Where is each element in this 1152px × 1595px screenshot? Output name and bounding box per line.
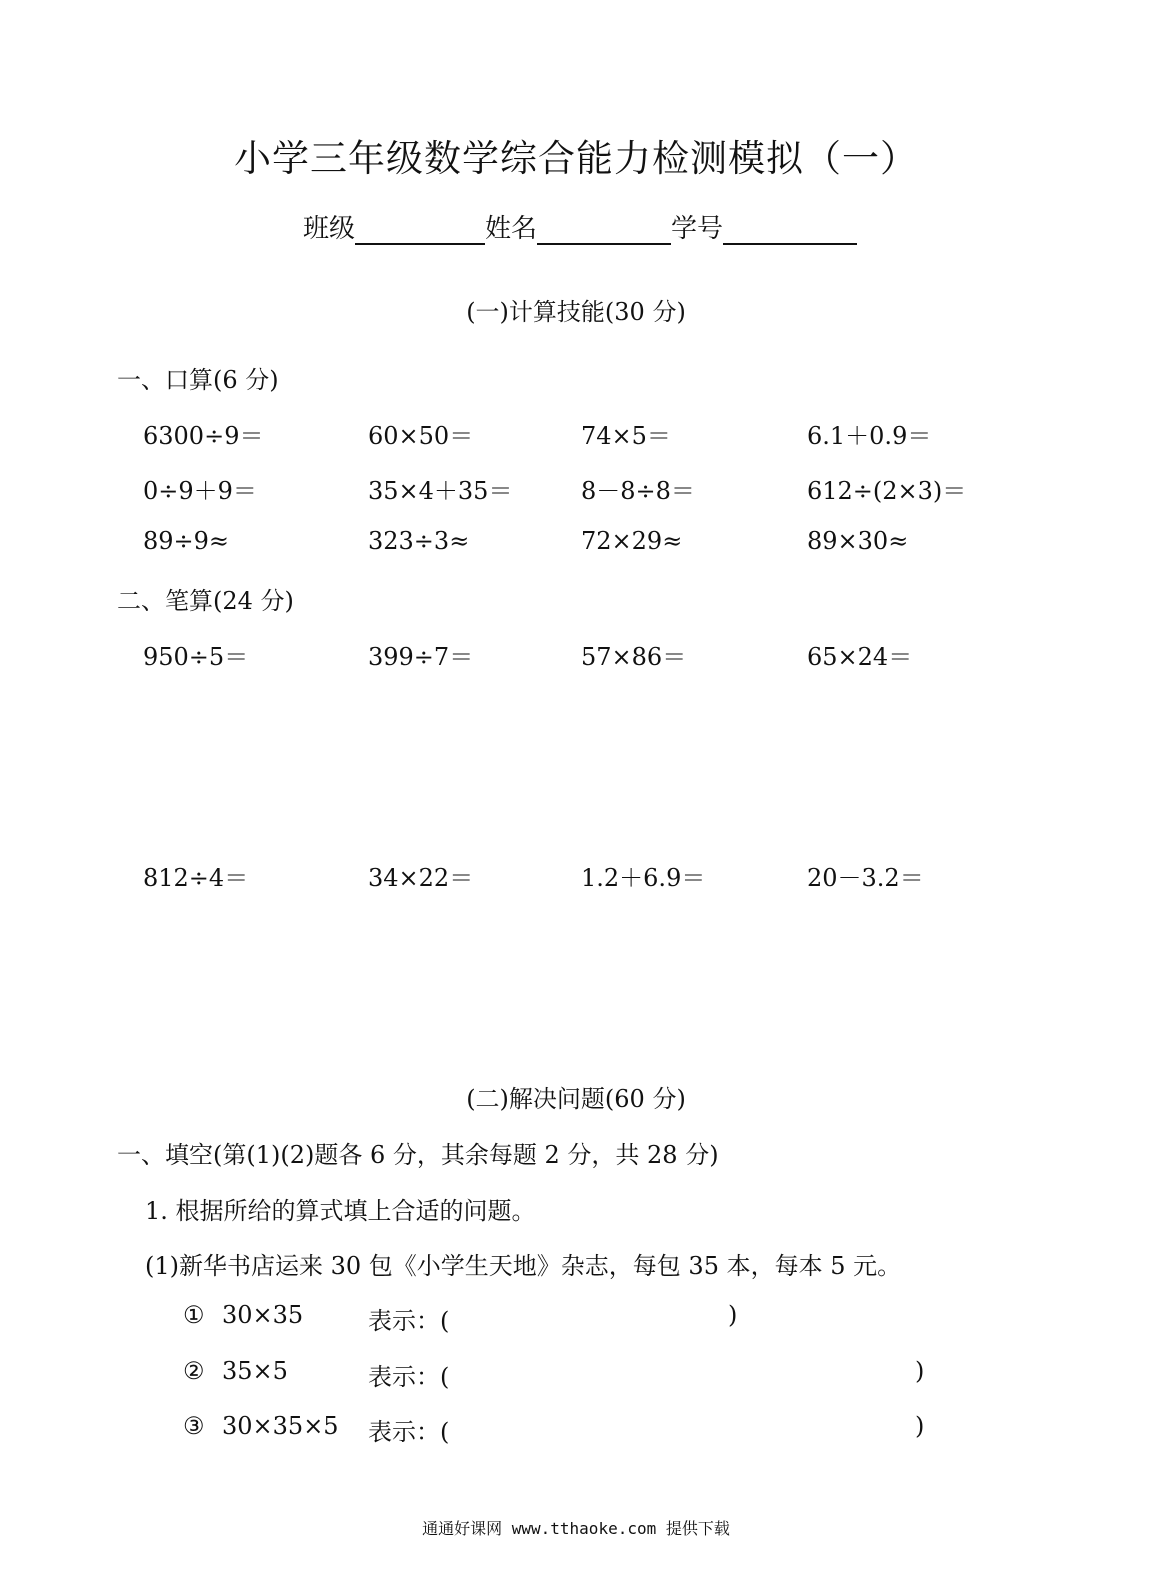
student-info-line: [303, 208, 857, 245]
oral-eq: 6.1＋0.9＝: [807, 422, 932, 450]
written-eq: 1.2＋6.9＝: [581, 864, 706, 892]
oral-eq: 89÷9≈: [143, 527, 230, 555]
oral-eq: 89×30≈: [807, 527, 909, 555]
class-label: 班级: [303, 214, 356, 244]
section-heading-problem-solving: (二)解决问题(60 分): [466, 1085, 686, 1113]
answer-close-paren: ): [915, 1412, 925, 1440]
oral-eq: 72×29≈: [581, 527, 683, 555]
id-blank[interactable]: [723, 215, 857, 245]
answer-close-paren: ): [915, 1357, 925, 1385]
oral-eq: 323÷3≈: [368, 527, 470, 555]
oral-calc-heading: 一、口算(6 分): [117, 366, 279, 394]
item-expression: 30×35: [222, 1301, 304, 1329]
item-number: ②: [183, 1357, 205, 1385]
question-1: 1. 根据所给的算式填上合适的问题。: [145, 1197, 536, 1225]
written-eq: 399÷7＝: [368, 643, 474, 671]
oral-eq: 35×4＋35＝: [368, 477, 513, 505]
name-blank[interactable]: [537, 215, 671, 245]
oral-eq: 6300÷9＝: [143, 422, 264, 450]
written-eq: 57×86＝: [581, 643, 687, 671]
name-label: 姓名: [485, 214, 538, 244]
item-expression: 35×5: [222, 1357, 288, 1385]
page-title: 小学三年级数学综合能力检测模拟（一）: [234, 137, 918, 180]
written-eq: 812÷4＝: [143, 864, 249, 892]
item-label: 表示：(: [368, 1307, 450, 1335]
item-label: 表示：(: [368, 1363, 450, 1391]
section-heading-computation: (一)计算技能(30 分): [466, 298, 686, 326]
footer-download-note: 通通好课网 www.tthaoke.com 提供下载: [422, 1519, 730, 1538]
written-eq: 65×24＝: [807, 643, 913, 671]
written-eq: 34×22＝: [368, 864, 474, 892]
fill-blank-heading: 一、填空(第(1)(2)题各 6 分，其余每题 2 分，共 28 分): [117, 1141, 719, 1169]
id-label: 学号: [671, 214, 724, 244]
written-calc-heading: 二、笔算(24 分): [117, 587, 294, 615]
question-1-1: (1)新华书店运来 30 包《小学生天地》杂志，每包 35 本，每本 5 元。: [145, 1252, 902, 1280]
item-number: ③: [183, 1412, 205, 1440]
class-blank[interactable]: [355, 215, 485, 245]
item-expression: 30×35×5: [222, 1412, 339, 1440]
oral-eq: 0÷9＋9＝: [143, 477, 257, 505]
written-eq: 950÷5＝: [143, 643, 249, 671]
oral-eq: 8－8÷8＝: [581, 477, 695, 505]
answer-close-paren: ): [728, 1301, 738, 1329]
oral-eq: 74×5＝: [581, 422, 671, 450]
item-number: ①: [183, 1301, 205, 1329]
oral-eq: 60×50＝: [368, 422, 474, 450]
item-label: 表示：(: [368, 1418, 450, 1446]
written-eq: 20－3.2＝: [807, 864, 924, 892]
oral-eq: 612÷(2×3)＝: [807, 477, 967, 505]
